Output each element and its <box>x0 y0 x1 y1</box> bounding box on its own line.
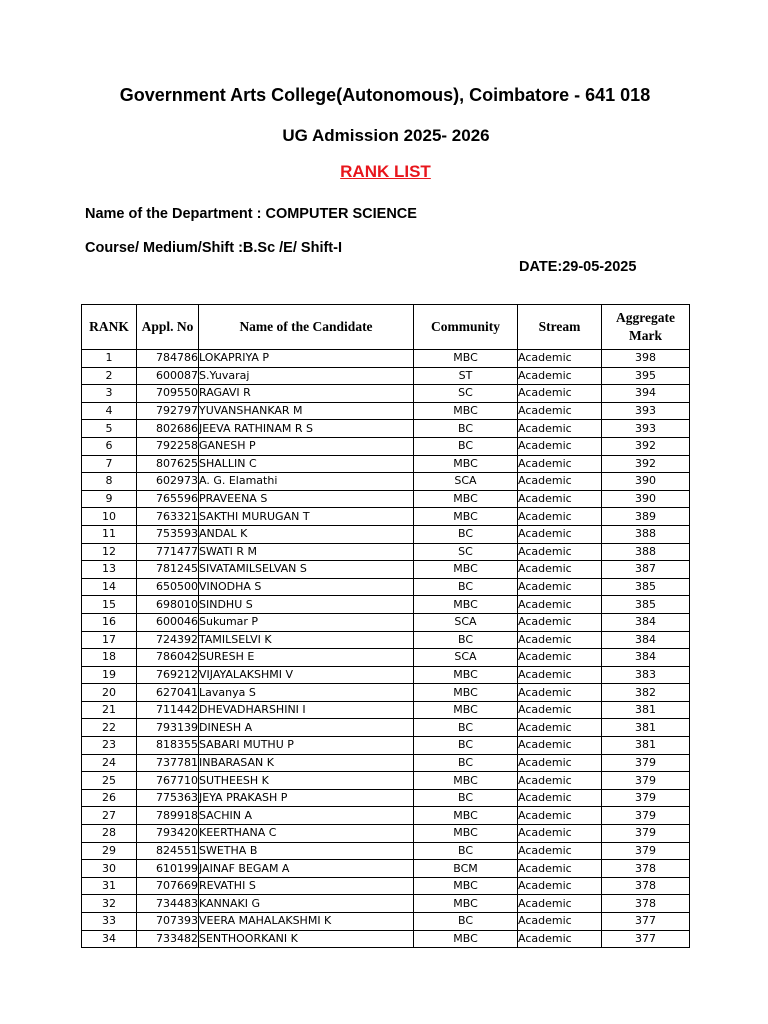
candidate-name-cell: SIVATAMILSELVAN S <box>199 561 414 579</box>
candidate-name-cell: SACHIN A <box>199 807 414 825</box>
table-row <box>82 578 690 596</box>
table-row <box>82 825 690 843</box>
community-cell: BCM <box>414 860 518 878</box>
candidate-name-cell: SUTHEESH K <box>199 772 414 790</box>
aggregate-mark-cell: 381 <box>602 719 690 737</box>
candidate-name-cell: SWATI R M <box>199 543 414 561</box>
community-cell: BC <box>414 719 518 737</box>
candidate-name-cell: GANESH P <box>199 437 414 455</box>
candidate-name-cell: SHALLIN C <box>199 455 414 473</box>
stream-cell: Academic <box>518 525 602 543</box>
community-cell: BC <box>414 525 518 543</box>
table-row <box>82 895 690 913</box>
candidate-name-cell: S.Yuvaraj <box>199 367 414 385</box>
rank-cell: 3 <box>82 385 137 403</box>
department-name: Name of the Department : COMPUTER SCIENCE <box>85 206 417 222</box>
appl-no-cell: 602973 <box>137 473 199 491</box>
candidate-name-cell: A. G. Elamathi <box>199 473 414 491</box>
table-row <box>82 561 690 579</box>
rank-cell: 22 <box>82 719 137 737</box>
candidate-name-cell: Sukumar P <box>199 613 414 631</box>
table-row <box>82 842 690 860</box>
candidate-name-cell: SINDHU S <box>199 596 414 614</box>
aggregate-mark-cell: 381 <box>602 701 690 719</box>
stream-cell: Academic <box>518 561 602 579</box>
stream-cell: Academic <box>518 543 602 561</box>
aggregate-mark-cell: 379 <box>602 807 690 825</box>
candidate-name-cell: JEEVA RATHINAM R S <box>199 420 414 438</box>
stream-cell: Academic <box>518 684 602 702</box>
stream-cell: Academic <box>518 578 602 596</box>
table-row <box>82 437 690 455</box>
community-cell: MBC <box>414 701 518 719</box>
aggregate-mark-cell: 388 <box>602 525 690 543</box>
rank-cell: 5 <box>82 420 137 438</box>
community-cell: MBC <box>414 666 518 684</box>
stream-cell: Academic <box>518 930 602 948</box>
stream-cell: Academic <box>518 772 602 790</box>
table-row <box>82 402 690 420</box>
community-cell: SC <box>414 543 518 561</box>
stream-cell: Academic <box>518 420 602 438</box>
appl-no-cell: 807625 <box>137 455 199 473</box>
table-row <box>82 930 690 948</box>
community-cell: MBC <box>414 825 518 843</box>
stream-cell: Academic <box>518 789 602 807</box>
column-header-community: Community <box>414 305 518 350</box>
appl-no-cell: 781245 <box>137 561 199 579</box>
candidate-name-cell: REVATHI S <box>199 877 414 895</box>
stream-cell: Academic <box>518 895 602 913</box>
candidate-name-cell: VEERA MAHALAKSHMI K <box>199 913 414 931</box>
table-row <box>82 737 690 755</box>
aggregate-mark-cell: 387 <box>602 561 690 579</box>
aggregate-mark-cell: 378 <box>602 895 690 913</box>
table-row <box>82 613 690 631</box>
rank-cell: 24 <box>82 754 137 772</box>
aggregate-mark-cell: 385 <box>602 578 690 596</box>
rank-cell: 2 <box>82 367 137 385</box>
stream-cell: Academic <box>518 473 602 491</box>
rank-cell: 12 <box>82 543 137 561</box>
appl-no-cell: 793139 <box>137 719 199 737</box>
rank-cell: 10 <box>82 508 137 526</box>
community-cell: MBC <box>414 402 518 420</box>
stream-cell: Academic <box>518 596 602 614</box>
rank-cell: 25 <box>82 772 137 790</box>
rank-cell: 6 <box>82 437 137 455</box>
community-cell: BC <box>414 578 518 596</box>
community-cell: BC <box>414 842 518 860</box>
rank-cell: 28 <box>82 825 137 843</box>
candidate-name-cell: YUVANSHANKAR M <box>199 402 414 420</box>
table-row <box>82 420 690 438</box>
aggregate-mark-cell: 381 <box>602 737 690 755</box>
table-row <box>82 666 690 684</box>
appl-no-cell: 707669 <box>137 877 199 895</box>
appl-no-cell: 733482 <box>137 930 199 948</box>
rank-cell: 30 <box>82 860 137 878</box>
appl-no-cell: 789918 <box>137 807 199 825</box>
aggregate-mark-cell: 379 <box>602 825 690 843</box>
appl-no-cell: 824551 <box>137 842 199 860</box>
appl-no-cell: 600087 <box>137 367 199 385</box>
stream-cell: Academic <box>518 350 602 368</box>
table-header-row <box>82 305 690 350</box>
candidate-name-cell: INBARASAN K <box>199 754 414 772</box>
candidate-name-cell: KEERTHANA C <box>199 825 414 843</box>
community-cell: SCA <box>414 649 518 667</box>
table-row <box>82 631 690 649</box>
table-row <box>82 789 690 807</box>
column-header-stream: Stream <box>518 305 602 350</box>
appl-no-cell: 737781 <box>137 754 199 772</box>
candidate-name-cell: TAMILSELVI K <box>199 631 414 649</box>
stream-cell: Academic <box>518 613 602 631</box>
candidate-name-cell: SENTHOORKANI K <box>199 930 414 948</box>
appl-no-cell: 792797 <box>137 402 199 420</box>
rank-list-title: RANK LIST <box>340 162 431 181</box>
appl-no-cell: 707393 <box>137 913 199 931</box>
aggregate-mark-cell: 377 <box>602 913 690 931</box>
candidate-name-cell: KANNAKI G <box>199 895 414 913</box>
stream-cell: Academic <box>518 842 602 860</box>
stream-cell: Academic <box>518 737 602 755</box>
course-info: Course/ Medium/Shift :B.Sc /E/ Shift-I <box>85 240 342 256</box>
stream-cell: Academic <box>518 649 602 667</box>
column-header-aggregate-mark: Aggregate Mark <box>602 305 690 350</box>
candidate-name-cell: SWETHA B <box>199 842 414 860</box>
rank-cell: 11 <box>82 525 137 543</box>
aggregate-mark-cell: 394 <box>602 385 690 403</box>
rank-cell: 32 <box>82 895 137 913</box>
rank-cell: 26 <box>82 789 137 807</box>
stream-cell: Academic <box>518 860 602 878</box>
admission-year: UG Admission 2025- 2026 <box>282 126 490 145</box>
candidate-name-cell: LOKAPRIYA P <box>199 350 414 368</box>
table-row <box>82 807 690 825</box>
table-row <box>82 772 690 790</box>
appl-no-cell: 765596 <box>137 490 199 508</box>
rank-cell: 20 <box>82 684 137 702</box>
appl-no-cell: 753593 <box>137 525 199 543</box>
aggregate-mark-cell: 395 <box>602 367 690 385</box>
stream-cell: Academic <box>518 631 602 649</box>
aggregate-mark-cell: 378 <box>602 860 690 878</box>
appl-no-cell: 784786 <box>137 350 199 368</box>
stream-cell: Academic <box>518 807 602 825</box>
rank-cell: 17 <box>82 631 137 649</box>
aggregate-mark-cell: 382 <box>602 684 690 702</box>
aggregate-mark-cell: 390 <box>602 490 690 508</box>
community-cell: MBC <box>414 684 518 702</box>
table-row <box>82 649 690 667</box>
stream-cell: Academic <box>518 877 602 895</box>
column-header-rank: RANK <box>82 305 137 350</box>
appl-no-cell: 600046 <box>137 613 199 631</box>
aggregate-mark-cell: 379 <box>602 772 690 790</box>
table-row <box>82 350 690 368</box>
candidate-name-cell: VIJAYALAKSHMI V <box>199 666 414 684</box>
appl-no-cell: 763321 <box>137 508 199 526</box>
community-cell: BC <box>414 631 518 649</box>
rank-cell: 8 <box>82 473 137 491</box>
community-cell: BC <box>414 789 518 807</box>
table-row <box>82 754 690 772</box>
candidate-name-cell: ANDAL K <box>199 525 414 543</box>
stream-cell: Academic <box>518 825 602 843</box>
community-cell: ST <box>414 367 518 385</box>
column-header-name: Name of the Candidate <box>199 305 414 350</box>
appl-no-cell: 786042 <box>137 649 199 667</box>
appl-no-cell: 775363 <box>137 789 199 807</box>
table-row <box>82 525 690 543</box>
candidate-name-cell: SABARI MUTHU P <box>199 737 414 755</box>
aggregate-mark-cell: 390 <box>602 473 690 491</box>
appl-no-cell: 767710 <box>137 772 199 790</box>
rank-cell: 13 <box>82 561 137 579</box>
table-row <box>82 596 690 614</box>
rank-cell: 27 <box>82 807 137 825</box>
rank-cell: 14 <box>82 578 137 596</box>
community-cell: BC <box>414 913 518 931</box>
aggregate-mark-cell: 385 <box>602 596 690 614</box>
community-cell: MBC <box>414 772 518 790</box>
community-cell: MBC <box>414 895 518 913</box>
aggregate-mark-cell: 383 <box>602 666 690 684</box>
candidate-name-cell: DHEVADHARSHINI I <box>199 701 414 719</box>
candidate-name-cell: PRAVEENA S <box>199 490 414 508</box>
table-row <box>82 860 690 878</box>
appl-no-cell: 771477 <box>137 543 199 561</box>
rank-cell: 18 <box>82 649 137 667</box>
aggregate-mark-cell: 393 <box>602 402 690 420</box>
community-cell: MBC <box>414 877 518 895</box>
community-cell: BC <box>414 420 518 438</box>
aggregate-mark-cell: 384 <box>602 631 690 649</box>
community-cell: BC <box>414 737 518 755</box>
community-cell: MBC <box>414 508 518 526</box>
appl-no-cell: 818355 <box>137 737 199 755</box>
candidate-name-cell: JEYA PRAKASH P <box>199 789 414 807</box>
appl-no-cell: 802686 <box>137 420 199 438</box>
candidate-name-cell: Lavanya S <box>199 684 414 702</box>
appl-no-cell: 610199 <box>137 860 199 878</box>
table-row <box>82 473 690 491</box>
list-date: DATE:29-05-2025 <box>519 259 637 275</box>
rank-cell: 19 <box>82 666 137 684</box>
appl-no-cell: 709550 <box>137 385 199 403</box>
appl-no-cell: 711442 <box>137 701 199 719</box>
candidate-name-cell: VINODHA S <box>199 578 414 596</box>
table-row <box>82 543 690 561</box>
appl-no-cell: 792258 <box>137 437 199 455</box>
community-cell: SCA <box>414 613 518 631</box>
aggregate-mark-cell: 379 <box>602 754 690 772</box>
aggregate-mark-cell: 392 <box>602 437 690 455</box>
rank-cell: 33 <box>82 913 137 931</box>
community-cell: BC <box>414 437 518 455</box>
table-row <box>82 701 690 719</box>
community-cell: BC <box>414 754 518 772</box>
stream-cell: Academic <box>518 385 602 403</box>
rank-cell: 29 <box>82 842 137 860</box>
community-cell: MBC <box>414 350 518 368</box>
stream-cell: Academic <box>518 455 602 473</box>
stream-cell: Academic <box>518 701 602 719</box>
college-name: Government Arts College(Autonomous), Coimbatore - 641 018 <box>119 85 651 105</box>
table-body <box>82 350 690 948</box>
aggregate-mark-cell: 384 <box>602 613 690 631</box>
stream-cell: Academic <box>518 719 602 737</box>
appl-no-cell: 793420 <box>137 825 199 843</box>
stream-cell: Academic <box>518 754 602 772</box>
aggregate-mark-cell: 392 <box>602 455 690 473</box>
aggregate-mark-cell: 398 <box>602 350 690 368</box>
aggregate-mark-cell: 377 <box>602 930 690 948</box>
aggregate-mark-cell: 378 <box>602 877 690 895</box>
community-cell: MBC <box>414 490 518 508</box>
table-row <box>82 490 690 508</box>
appl-no-cell: 734483 <box>137 895 199 913</box>
table-row <box>82 385 690 403</box>
appl-no-cell: 698010 <box>137 596 199 614</box>
candidate-name-cell: SURESH E <box>199 649 414 667</box>
table-row <box>82 367 690 385</box>
candidate-name-cell: RAGAVI R <box>199 385 414 403</box>
community-cell: MBC <box>414 807 518 825</box>
aggregate-mark-cell: 384 <box>602 649 690 667</box>
table-row <box>82 913 690 931</box>
table-row <box>82 455 690 473</box>
rank-cell: 16 <box>82 613 137 631</box>
aggregate-mark-cell: 379 <box>602 842 690 860</box>
aggregate-mark-cell: 379 <box>602 789 690 807</box>
column-header-appl-no: Appl. No <box>137 305 199 350</box>
aggregate-mark-cell: 393 <box>602 420 690 438</box>
community-cell: MBC <box>414 596 518 614</box>
community-cell: SC <box>414 385 518 403</box>
aggregate-mark-cell: 389 <box>602 508 690 526</box>
table-row <box>82 684 690 702</box>
rank-cell: 1 <box>82 350 137 368</box>
community-cell: SCA <box>414 473 518 491</box>
candidate-name-cell: JAINAF BEGAM A <box>199 860 414 878</box>
stream-cell: Academic <box>518 367 602 385</box>
table-row <box>82 508 690 526</box>
community-cell: MBC <box>414 930 518 948</box>
candidate-name-cell: SAKTHI MURUGAN T <box>199 508 414 526</box>
rank-cell: 7 <box>82 455 137 473</box>
stream-cell: Academic <box>518 913 602 931</box>
appl-no-cell: 769212 <box>137 666 199 684</box>
stream-cell: Academic <box>518 508 602 526</box>
rank-cell: 34 <box>82 930 137 948</box>
rank-cell: 9 <box>82 490 137 508</box>
rank-cell: 31 <box>82 877 137 895</box>
appl-no-cell: 724392 <box>137 631 199 649</box>
candidate-name-cell: DINESH A <box>199 719 414 737</box>
stream-cell: Academic <box>518 666 602 684</box>
community-cell: MBC <box>414 455 518 473</box>
appl-no-cell: 627041 <box>137 684 199 702</box>
rank-cell: 23 <box>82 737 137 755</box>
rank-cell: 21 <box>82 701 137 719</box>
table-row <box>82 719 690 737</box>
table-row <box>82 877 690 895</box>
stream-cell: Academic <box>518 437 602 455</box>
rank-cell: 4 <box>82 402 137 420</box>
appl-no-cell: 650500 <box>137 578 199 596</box>
community-cell: MBC <box>414 561 518 579</box>
stream-cell: Academic <box>518 490 602 508</box>
stream-cell: Academic <box>518 402 602 420</box>
aggregate-mark-cell: 388 <box>602 543 690 561</box>
rank-cell: 15 <box>82 596 137 614</box>
rank-table <box>81 304 690 948</box>
